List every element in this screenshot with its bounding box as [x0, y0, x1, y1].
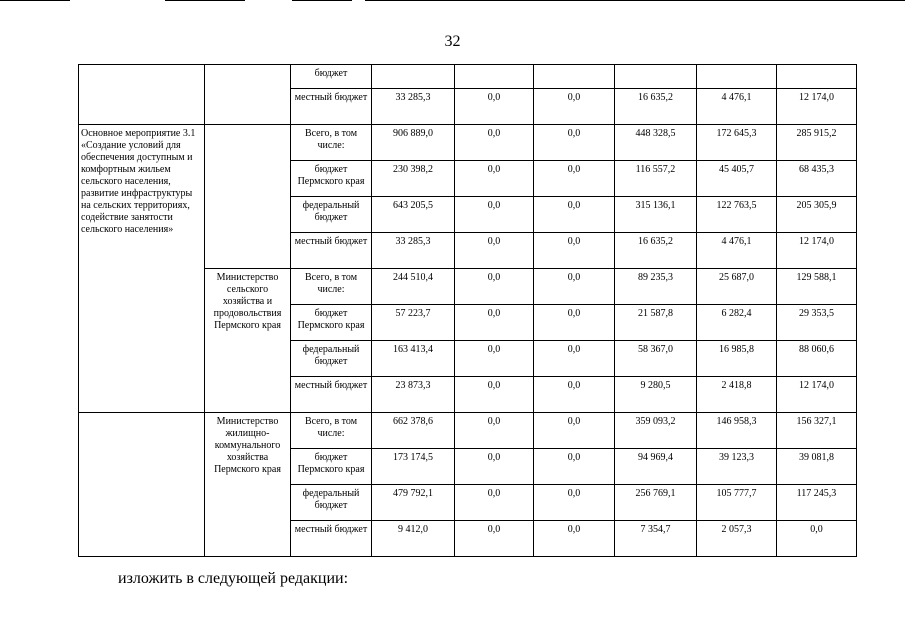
- value-cell: [455, 65, 534, 89]
- funding-source-cell: бюджет Пермского края: [291, 161, 372, 197]
- value-cell: 0,0: [534, 269, 615, 305]
- value-cell: 0,0: [455, 521, 534, 557]
- value-cell: 57 223,7: [372, 305, 455, 341]
- value-cell: 0,0: [534, 305, 615, 341]
- value-cell: [615, 65, 697, 89]
- value-cell: 25 687,0: [697, 269, 777, 305]
- value-cell: 0,0: [455, 161, 534, 197]
- value-cell: 359 093,2: [615, 413, 697, 449]
- value-cell: 105 777,7: [697, 485, 777, 521]
- value-cell: 4 476,1: [697, 233, 777, 269]
- value-cell: 0,0: [534, 377, 615, 413]
- value-cell: 643 205,5: [372, 197, 455, 233]
- value-cell: 23 873,3: [372, 377, 455, 413]
- value-cell: 16 985,8: [697, 341, 777, 377]
- funding-source-cell: Всего, в том числе:: [291, 269, 372, 305]
- value-cell: 45 405,7: [697, 161, 777, 197]
- value-cell: 662 378,6: [372, 413, 455, 449]
- executor-cell: Министерство сельского хозяйства и продовольствия Пермского края: [205, 269, 291, 413]
- value-cell: 0,0: [455, 125, 534, 161]
- funding-source-cell: местный бюджет: [291, 377, 372, 413]
- table-body: [79, 65, 857, 557]
- value-cell: [534, 65, 615, 89]
- value-cell: 0,0: [534, 197, 615, 233]
- funding-source-cell: федеральный бюджет: [291, 197, 372, 233]
- value-cell: 16 635,2: [615, 89, 697, 125]
- top-rule: [292, 0, 352, 1]
- value-cell: 0,0: [534, 125, 615, 161]
- funding-source-cell: местный бюджет: [291, 89, 372, 125]
- value-cell: 205 305,9: [777, 197, 857, 233]
- top-rule: [365, 0, 905, 1]
- value-cell: 230 398,2: [372, 161, 455, 197]
- program-cell-blank: [79, 413, 205, 557]
- top-rule: [165, 0, 245, 1]
- value-cell: 2 418,8: [697, 377, 777, 413]
- value-cell: 129 588,1: [777, 269, 857, 305]
- table-row: [79, 413, 857, 449]
- funding-source-cell: Всего, в том числе:: [291, 125, 372, 161]
- funding-source-cell: местный бюджет: [291, 521, 372, 557]
- value-cell: 173 174,5: [372, 449, 455, 485]
- value-cell: 122 763,5: [697, 197, 777, 233]
- value-cell: 146 958,3: [697, 413, 777, 449]
- value-cell: 0,0: [455, 269, 534, 305]
- page-number: 32: [444, 33, 461, 50]
- funding-source-cell: бюджет: [291, 65, 372, 89]
- value-cell: 94 969,4: [615, 449, 697, 485]
- value-cell: 163 413,4: [372, 341, 455, 377]
- value-cell: 39 123,3: [697, 449, 777, 485]
- value-cell: 0,0: [534, 341, 615, 377]
- value-cell: 9 280,5: [615, 377, 697, 413]
- top-rule: [0, 0, 70, 1]
- footer-text: изложить в следующей редакции:: [118, 570, 349, 587]
- value-cell: 6 282,4: [697, 305, 777, 341]
- value-cell: 33 285,3: [372, 233, 455, 269]
- executor-cell-continued: [205, 65, 291, 125]
- value-cell: 68 435,3: [777, 161, 857, 197]
- funding-source-cell: бюджет Пермского края: [291, 305, 372, 341]
- value-cell: 12 174,0: [777, 233, 857, 269]
- value-cell: 0,0: [455, 449, 534, 485]
- value-cell: 116 557,2: [615, 161, 697, 197]
- value-cell: 0,0: [534, 449, 615, 485]
- value-cell: 0,0: [455, 233, 534, 269]
- value-cell: 0,0: [455, 89, 534, 125]
- budget-table: [78, 64, 857, 557]
- value-cell: 9 412,0: [372, 521, 455, 557]
- funding-source-cell: Всего, в том числе:: [291, 413, 372, 449]
- value-cell: 315 136,1: [615, 197, 697, 233]
- value-cell: 89 235,3: [615, 269, 697, 305]
- value-cell: 4 476,1: [697, 89, 777, 125]
- funding-source-cell: местный бюджет: [291, 233, 372, 269]
- value-cell: 2 057,3: [697, 521, 777, 557]
- executor-cell: [205, 125, 291, 269]
- value-cell: 12 174,0: [777, 89, 857, 125]
- value-cell: 88 060,6: [777, 341, 857, 377]
- value-cell: 0,0: [455, 485, 534, 521]
- value-cell: 256 769,1: [615, 485, 697, 521]
- value-cell: 172 645,3: [697, 125, 777, 161]
- funding-source-cell: федеральный бюджет: [291, 341, 372, 377]
- value-cell: [697, 65, 777, 89]
- value-cell: 0,0: [455, 413, 534, 449]
- table-row: [79, 125, 857, 161]
- value-cell: [777, 65, 857, 89]
- value-cell: 0,0: [534, 161, 615, 197]
- value-cell: 0,0: [534, 485, 615, 521]
- value-cell: 285 915,2: [777, 125, 857, 161]
- value-cell: 0,0: [455, 341, 534, 377]
- value-cell: 0,0: [534, 413, 615, 449]
- executor-cell: Министерство жилищно-коммунального хозяйства Пермского края: [205, 413, 291, 557]
- value-cell: 244 510,4: [372, 269, 455, 305]
- program-cell-continued: [79, 65, 205, 125]
- funding-source-cell: федеральный бюджет: [291, 485, 372, 521]
- value-cell: 0,0: [455, 377, 534, 413]
- value-cell: 16 635,2: [615, 233, 697, 269]
- value-cell: 448 328,5: [615, 125, 697, 161]
- value-cell: 39 081,8: [777, 449, 857, 485]
- value-cell: 479 792,1: [372, 485, 455, 521]
- value-cell: 0,0: [777, 521, 857, 557]
- value-cell: 0,0: [455, 197, 534, 233]
- value-cell: 33 285,3: [372, 89, 455, 125]
- value-cell: 906 889,0: [372, 125, 455, 161]
- table-row: [79, 65, 857, 89]
- value-cell: 156 327,1: [777, 413, 857, 449]
- value-cell: 29 353,5: [777, 305, 857, 341]
- value-cell: 0,0: [534, 89, 615, 125]
- value-cell: 12 174,0: [777, 377, 857, 413]
- program-cell: Основное мероприятие 3.1 «Создание условий для обеспечения доступным и комфортным жильем сельского населения, развитие инфраструктуры на сельских территориях, содействие занятости сельского населения»: [79, 125, 205, 413]
- value-cell: 0,0: [534, 233, 615, 269]
- value-cell: 0,0: [534, 521, 615, 557]
- value-cell: 58 367,0: [615, 341, 697, 377]
- value-cell: [372, 65, 455, 89]
- value-cell: 117 245,3: [777, 485, 857, 521]
- value-cell: 0,0: [455, 305, 534, 341]
- value-cell: 21 587,8: [615, 305, 697, 341]
- funding-source-cell: бюджет Пермского края: [291, 449, 372, 485]
- value-cell: 7 354,7: [615, 521, 697, 557]
